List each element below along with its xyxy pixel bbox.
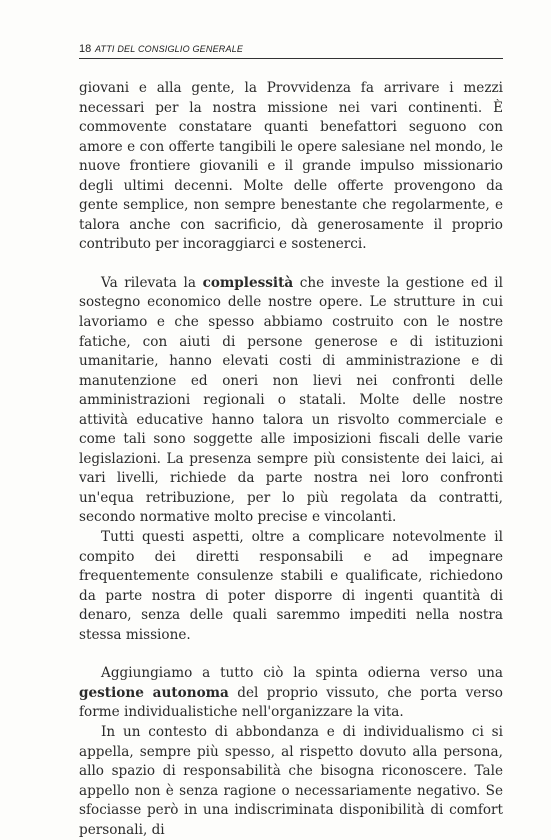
bold-term-complessita: complessità [202, 274, 294, 291]
paragraph-aspetti: Tutti questi aspetti, oltre a complicare notevolmente il compito dei diretti responsabili e ad impegnare frequentemente consulenze stabili e qualificate, richiedono da parte nostra di poter disporre di ingenti quantità di denaro, senza delle quali saremmo impediti nella nostra stessa missione. [79, 529, 503, 643]
page-number: 18 [79, 43, 92, 55]
paragraph-complessita [79, 274, 503, 528]
running-title: ATTI DEL CONSIGLIO GENERALE [95, 44, 244, 54]
paragraph-gestione-autonoma [79, 664, 503, 723]
body-text [79, 79, 503, 840]
paragraph-text: del proprio vissuto, che porta verso forme individualistiche nell'organizzare la vita. [79, 684, 503, 721]
paragraph-text: Va rilevata la [101, 274, 203, 291]
page-header [79, 44, 503, 59]
bold-term-gestione-autonoma: gestione autonoma [79, 684, 229, 701]
paragraph-text: che investe la gestione ed il sostegno economico delle nostre opere. Le strutture in cui lavoriamo e che spesso abbiamo costruito con le nostre fatiche, con aiuti di persone generose e di istituzioni umanitarie, hanno elevati costi di amministrazione e di manutenzione ed oneri non lievi nei confronti delle amministrazioni regionali o statali. Molte delle nostre attività educative hanno talora un risvolto commerciale e come tali sono soggette alle imposizioni fiscali delle varie legislazioni. La presenza sempre più consistente dei laici, ai vari livelli, richiede da parte nostra nei loro confronti un'equa retribuzione, per lo più regolata da contratti, secondo normative molto precise e vincolanti. [79, 274, 503, 526]
paragraph-individualismo: In un contesto di abbondanza e di individualismo ci si appella, sempre più spesso, al rispetto dovuto alla persona, allo spazio di responsabilità che bisogna riconoscere. Tale appello non è senza ragione o necessariamente negativo. Se sfociasse però in una indiscriminata disponibilità di comfort personali, di [79, 723, 503, 838]
paragraph-text: Aggiungiamo a tutto ciò la spinta odierna verso una [101, 665, 503, 682]
paragraph-continuation: giovani e alla gente, la Provvidenza fa arrivare i mezzi necessari per la nostra missione nei vari continenti. È commovente constatare quanti benefattori seguono con amore e con offerte tangibili le opere salesiane nel mondo, le nuove frontiere giovanili e il grande impulso missionario degli ultimi decenni. Molte delle offerte provengono da gente semplice, non sempre benestante che regolarmente, e talora anche con sacrificio, dà generosamente il proprio contributo per incoraggiarci e sostenerci. [79, 80, 503, 253]
